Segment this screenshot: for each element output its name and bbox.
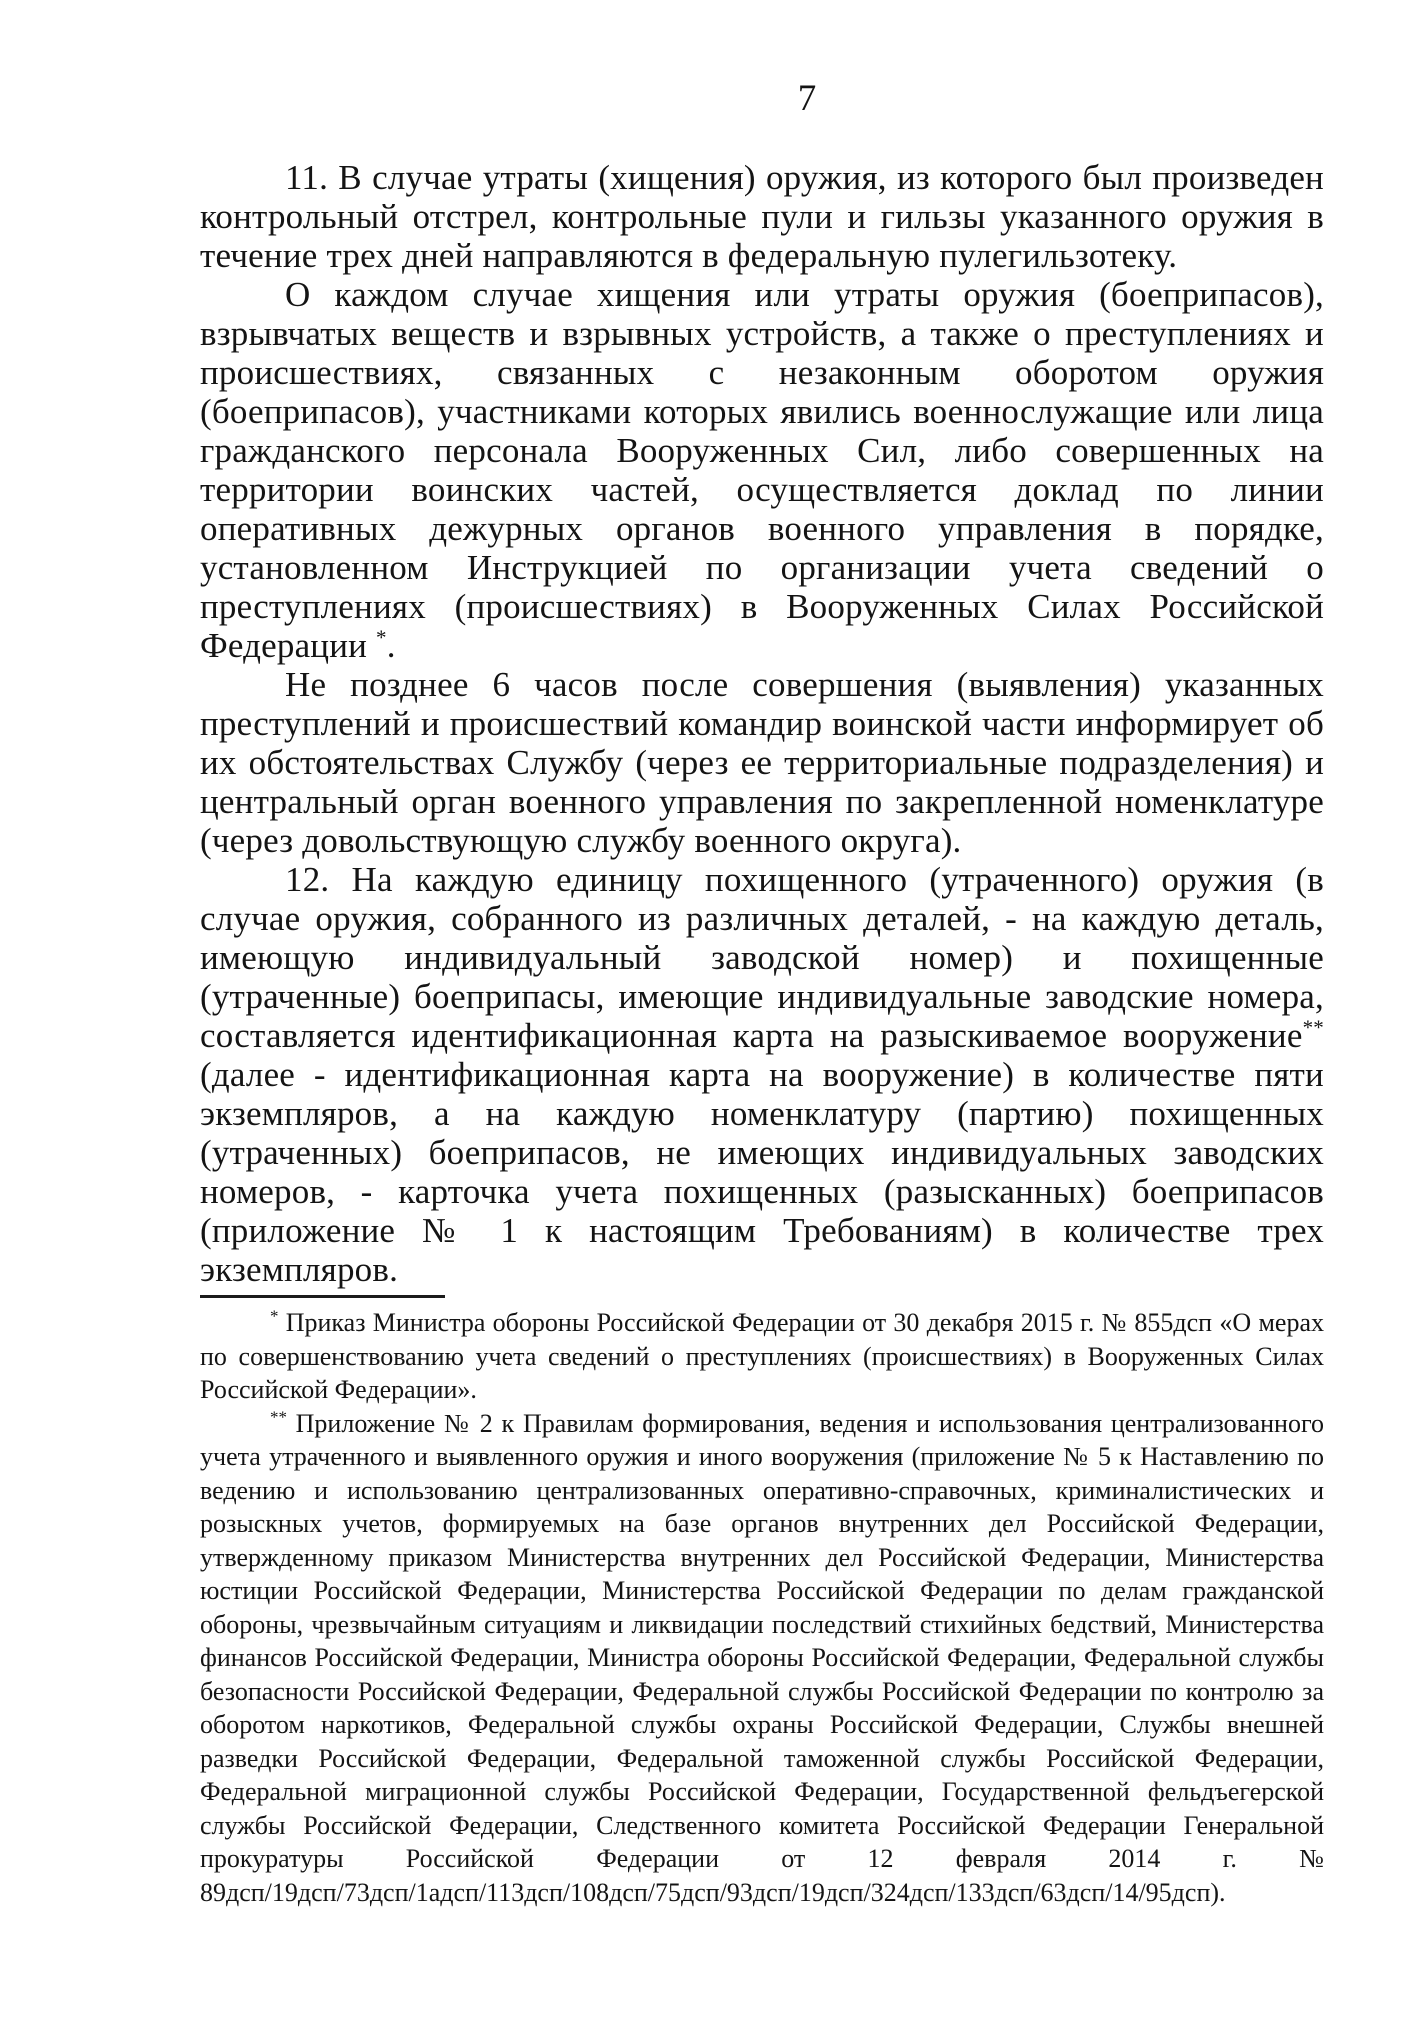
page-number: 7 [797, 78, 817, 119]
paragraph: 12. На каждую единицу похищенного (утраченного) оружия (в случае оружия, собранного из различных деталей, - на каждую деталь, имеющую индивидуальный заводской номер) и похищенные (утраченные) боеприпасы, имеющие индивидуальные заводские номера, составляется идентификационная карта на разыскиваемое вооружение** (далее - идентификационная карта на вооружение) в количестве пяти экземпляров, а на каждую номенклатуру (партию) похищенных (утраченных) боеприпасов, не имеющих индивидуальных заводских номеров, - карточка учета похищенных (разысканных) боеприпасов (приложение № 1 к настоящим Требованиям) в количестве трех экземпляров. [200, 860, 1324, 1289]
footnote-marker: ** [270, 1406, 287, 1426]
footnote-marker: ** [1302, 1015, 1324, 1040]
paragraph: Не позднее 6 часов после совершения (выявления) указанных преступлений и происшествий командир воинской части информирует об их обстоятельствах Службу (через ее территориальные подразделения) и центральный орган военного управления по закрепленной номенклатуре (через довольствующую службу военного округа). [200, 665, 1324, 860]
footnotes [200, 1306, 1324, 1909]
footnote-marker: * [376, 625, 387, 650]
paragraph: 11. В случае утраты (хищения) оружия, из которого был произведен контрольный отстрел, контрольные пули и гильзы указанного оружия в течение трех дней направляются в федеральную пулегильзотеку. [200, 158, 1324, 275]
document-body [200, 158, 1324, 1289]
footnote-separator [200, 1295, 445, 1298]
paragraph: О каждом случае хищения или утраты оружия (боеприпасов), взрывчатых веществ и взрывных устройств, а также о преступлениях и происшествиях, связанных с незаконным оборотом оружия (боеприпасов), участниками которых явились военнослужащие или лица гражданского персонала Вооруженных Сил, либо совершенных на территории воинских частей, осуществляется доклад по линии оперативных дежурных органов военного управления в порядке, установленном Инструкцией по организации учета сведений о преступлениях (происшествиях) в Вооруженных Силах Российской Федерации *. [200, 275, 1324, 665]
footnote: ** Приложение № 2 к Правилам формирования, ведения и использования централизованного учета утраченного и выявленного оружия и иного вооружения (приложение № 5 к Наставлению по ведению и использованию централизованных оперативно-справочных, криминалистических и розыскных учетов, формируемых на базе органов внутренних дел Российской Федерации, утвержденному приказом Министерства внутренних дел Российской Федерации, Министерства юстиции Российской Федерации, Министерства Российской Федерации по делам гражданской обороны, чрезвычайным ситуациям и ликвидации последствий стихийных бедствий, Министерства финансов Российской Федерации, Министра обороны Российской Федерации, Федеральной службы безопасности Российской Федерации, Федеральной службы Российской Федерации по контролю за оборотом наркотиков, Федеральной службы охраны Российской Федерации, Службы внешней разведки Российской Федерации, Федеральной таможенной службы Российской Федерации, Федеральной миграционной службы Российской Федерации, Государственной фельдъегерской службы Российской Федерации, Следственного комитета Российской Федерации Генеральной прокуратуры Российской Федерации от 12 февраля 2014 г. № 89дсп/19дсп/73дсп/1адсп/113дсп/108дсп/75дсп/93дсп/19дсп/324дсп/133дсп/63дсп/14/95дсп). [200, 1406, 1324, 1907]
footnote: * Приказ Министра обороны Российской Федерации от 30 декабря 2015 г. № 855дсп «О мерах по совершенствованию учета сведений о преступлениях (происшествиях) в Вооруженных Силах Российской Федерации». [200, 1306, 1324, 1404]
page-content [200, 0, 1324, 1909]
footnote-marker: * [270, 1306, 279, 1326]
